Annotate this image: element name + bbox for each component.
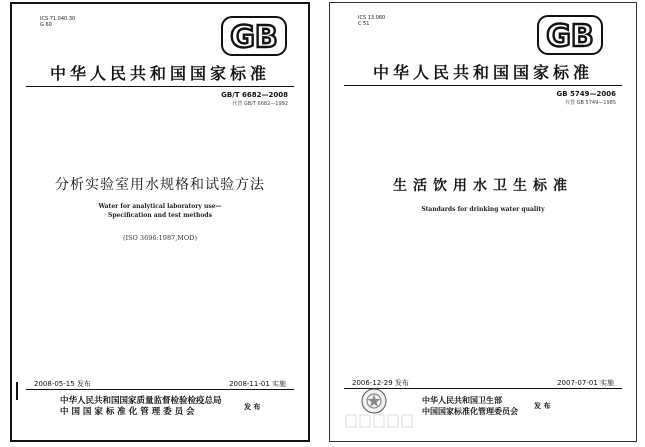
bottom-rule (26, 389, 294, 390)
title-chinese: 生活饮用水卫生标准 (393, 178, 573, 194)
issue-label: 发 布 (244, 403, 261, 411)
publish-date: 2008-05-15 发布 (34, 380, 91, 388)
issuer-line2: 中 国 国 家 标 准 化 管 理 委 员 会 (60, 407, 195, 417)
issuer-line1: 中华人民共和国卫生部 (422, 396, 502, 405)
standard-number: GB 5749—2006 (556, 90, 616, 98)
publish-date: 2006-12-29 发布 (352, 379, 409, 387)
top-rule (344, 85, 622, 86)
gb-logo-text: GB (230, 20, 278, 55)
replaces-note: 代替 GB 5749—1985 (565, 100, 616, 106)
title-english-line1: Water for analytical laboratory use— (98, 203, 222, 210)
national-standard-heading: 中华人民共和国国家标准 (372, 63, 593, 82)
classification-codes (40, 16, 75, 28)
ics-code: ICS 13.060 (358, 15, 386, 21)
standard-number: GB/T 6682—2008 (221, 91, 288, 99)
ics-code: ICS 71.040.30 (40, 16, 76, 22)
ccs-code: G 60 (40, 22, 52, 28)
classification-codes (358, 15, 385, 27)
implement-date: 2007-07-01 实施 (557, 379, 614, 387)
gb-logo-text: GB (546, 19, 594, 54)
ccs-code: C 51 (358, 21, 370, 27)
title-english-line2: Specification and test methods (108, 212, 212, 219)
top-rule (26, 86, 294, 87)
right-standard-cover (329, 2, 637, 442)
scan-mark (16, 382, 18, 400)
left-standard-cover (10, 2, 310, 442)
national-standard-heading: 中华人民共和国国家标准 (49, 64, 270, 83)
implement-date: 2008-11-01 实施 (229, 380, 286, 388)
replaces-note: 代替 GB/T 6682—1992 (232, 101, 288, 107)
issuing-authority (422, 395, 518, 417)
title-english (12, 202, 308, 220)
title-chinese: 分析实验室用水规格和试验方法 (55, 177, 265, 193)
gb-logo (221, 16, 287, 56)
issuer-line1: 中华人民共和国国家质量监督检验检疫总局 (60, 396, 222, 406)
watermark-graphic (344, 411, 424, 431)
title-english: Standards for drinking water quality (421, 206, 545, 213)
issue-label: 发 布 (534, 402, 551, 410)
gb-logo (537, 15, 603, 55)
issuing-authority (60, 396, 222, 418)
issuer-line2: 中国国家标准化管理委员会 (422, 407, 518, 416)
iso-reference: (ISO 3696:1987,MOD) (122, 234, 198, 242)
